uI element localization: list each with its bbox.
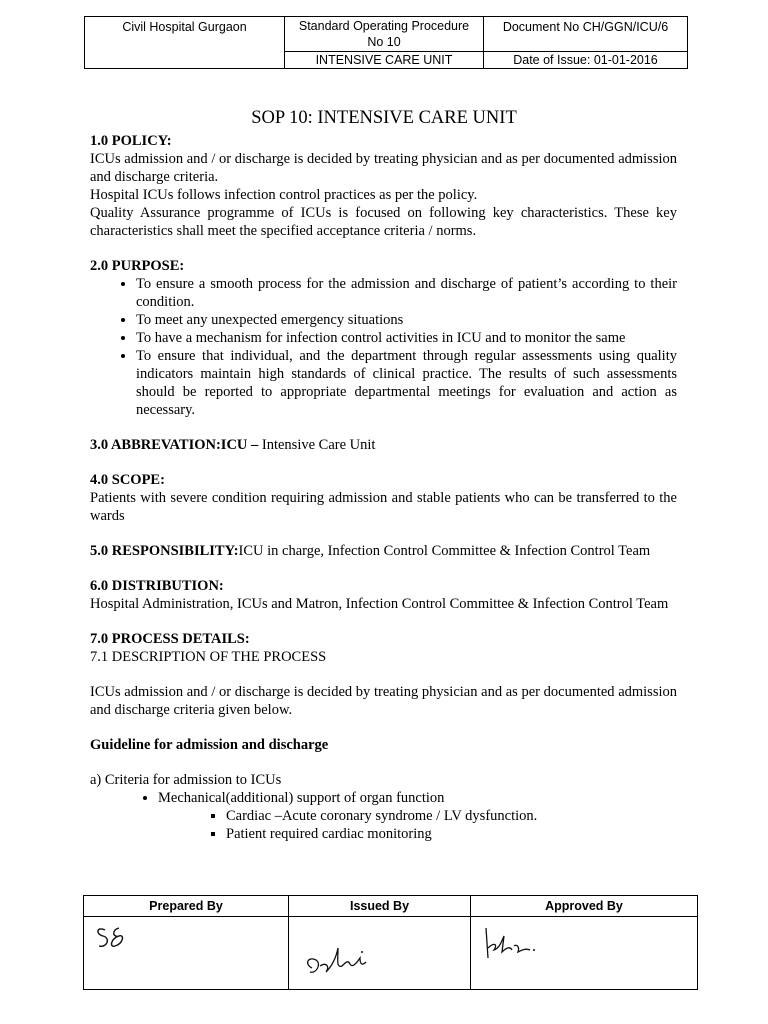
- sop-number: [285, 17, 484, 52]
- policy-line: ICUs admission and / or discharge is decided by treating physician and as per documented admission and discharge criteria.: [90, 151, 677, 185]
- responsibility-section: [90, 542, 677, 560]
- issued-by-signature: [289, 917, 471, 990]
- purpose-list: [90, 275, 677, 419]
- header-table: [84, 16, 688, 69]
- distribution-text: Hospital Administration, ICUs and Matron, Infection Control Committee & Infection Control Team: [90, 596, 669, 612]
- signature-prepared-icon: [85, 918, 165, 958]
- criteria-item: • Mechanical(additional) support of organ function: [158, 789, 677, 807]
- distribution-heading: 6.0 DISTRIBUTION:: [90, 578, 224, 594]
- unit-name: INTENSIVE CARE UNIT: [285, 52, 484, 69]
- abbreviation-text: Intensive Care Unit: [258, 437, 376, 453]
- criteria-subitem: ▪ Patient required cardiac monitoring: [226, 825, 677, 843]
- prepared-by-label: Prepared By: [84, 896, 289, 917]
- criteria-list: [90, 789, 677, 807]
- document-body: [90, 132, 677, 843]
- approved-by-signature: [471, 917, 698, 990]
- process-text: ICUs admission and / or discharge is decided by treating physician and as per documented admission and discharge criteria given below.: [90, 684, 677, 718]
- signature-issued-icon: [290, 918, 472, 986]
- date-of-issue: Date of Issue: 01-01-2016: [484, 52, 688, 69]
- criteria-sublist: [90, 807, 677, 843]
- approved-by-label: Approved By: [471, 896, 698, 917]
- process-heading: 7.0 PROCESS DETAILS:: [90, 631, 250, 647]
- purpose-item: • To meet any unexpected emergency situations: [136, 311, 677, 329]
- signature-table: [83, 895, 698, 990]
- policy-heading: 1.0 POLICY:: [90, 133, 172, 149]
- sop-line-2: No 10: [367, 35, 401, 49]
- policy-line: Hospital ICUs follows infection control practices as per the policy.: [90, 187, 478, 203]
- hospital-name: Civil Hospital Gurgaon: [85, 17, 285, 69]
- policy-line: Quality Assurance programme of ICUs is focused on following key characteristics. These key characteristics shall meet the specified acceptance criteria / norms.: [90, 205, 677, 239]
- responsibility-text: ICU in charge, Infection Control Committee & Infection Control Team: [238, 543, 651, 559]
- purpose-item: • To have a mechanism for infection control activities in ICU and to monitor the same: [136, 329, 677, 347]
- responsibility-heading: 5.0 RESPONSIBILITY:: [90, 543, 239, 559]
- purpose-heading: 2.0 PURPOSE:: [90, 258, 185, 274]
- purpose-item: • To ensure that individual, and the department through regular assessments using quality indicators maintain high standards of clinical practice. The results of such assessments should be reported to appropriate departmental meetings for evaluation and action as necessary.: [136, 347, 677, 419]
- purpose-item: • To ensure a smooth process for the admission and discharge of patient’s according to their condition.: [136, 275, 677, 311]
- criteria-subitem: ▪ Cardiac –Acute coronary syndrome / LV dysfunction.: [226, 807, 677, 825]
- scope-text: Patients with severe condition requiring admission and stable patients who can be transferred to the wards: [90, 490, 677, 524]
- document-number: Document No CH/GGN/ICU/6: [484, 17, 688, 52]
- scope-heading: 4.0 SCOPE:: [90, 472, 165, 488]
- signature-approved-icon: [472, 918, 592, 968]
- guideline-heading: Guideline for admission and discharge: [90, 737, 329, 753]
- abbreviation-section: [90, 436, 677, 454]
- process-subheading: 7.1 DESCRIPTION OF THE PROCESS: [90, 649, 327, 665]
- prepared-by-signature: [84, 917, 289, 990]
- issued-by-label: Issued By: [289, 896, 471, 917]
- document-title: SOP 10: INTENSIVE CARE UNIT: [251, 108, 517, 128]
- abbreviation-heading: 3.0 ABBREVATION:ICU –: [90, 437, 259, 453]
- sop-line-1: Standard Operating Procedure: [298, 19, 470, 33]
- criteria-heading: a) Criteria for admission to ICUs: [90, 772, 282, 788]
